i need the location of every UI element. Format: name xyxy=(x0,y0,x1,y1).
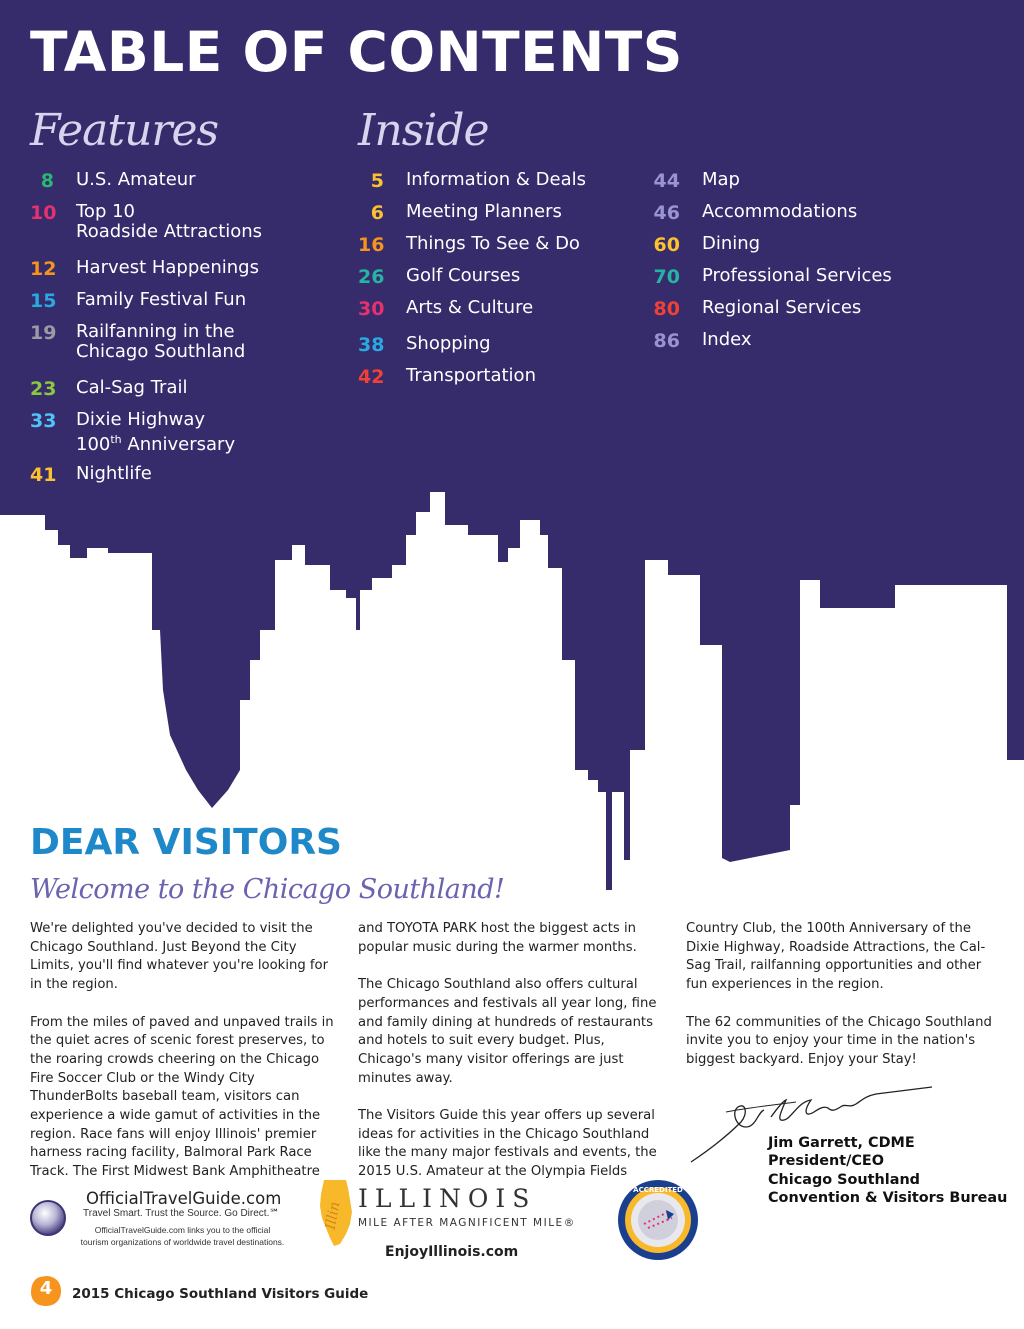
toc-entry-title xyxy=(76,410,235,455)
toc-page-number: 70 xyxy=(653,266,680,288)
toc-item xyxy=(358,234,658,256)
toc-entry-superscript: th xyxy=(110,433,122,446)
toc-entry-title: Things To See & Do xyxy=(406,233,580,254)
footer-title: 2015 Chicago Southland Visitors Guide xyxy=(72,1286,369,1302)
toc-item xyxy=(30,258,330,280)
letter-paragraph: The 62 communities of the Chicago Southland invite you to enjoy your time in the nation's biggest backyard. Enjoy your Stay! xyxy=(686,1014,992,1067)
toc-item xyxy=(652,234,952,256)
letter-paragraph: We're delighted you've decided to visit the Chicago Southland. Just Beyond the City Limits, you'll find whatever you're looking for in the region. xyxy=(30,921,329,993)
toc-entry-title: Professional Services xyxy=(702,265,892,286)
toc-entry-title: Dining xyxy=(702,233,761,254)
letter-paragraph: The Visitors Guide this year offers up several ideas for activities in the Chicago Southland like the many major festivals and events, the 2015 U.S. Amateur at the Olympia Fields xyxy=(358,1108,657,1180)
toc-page-number: 10 xyxy=(30,202,57,224)
illinois-wordmark: ILLINOIS xyxy=(358,1184,537,1213)
toc-item xyxy=(30,170,330,192)
otg-logo-title: OfficialTravelGuide.com xyxy=(86,1189,282,1208)
toc-entry-title: Regional Services xyxy=(702,297,862,318)
toc-item xyxy=(652,298,952,320)
toc-entry-title: Harvest Happenings xyxy=(76,257,259,278)
signer-title: President/CEO xyxy=(768,1153,884,1170)
otg-tagline: Travel Smart. Trust the Source. Go Direct.℠ xyxy=(83,1208,280,1219)
toc-entry-title: Transportation xyxy=(406,365,536,386)
toc-entry-title: Cal-Sag Trail xyxy=(76,377,188,398)
toc-page-number: 16 xyxy=(358,234,385,256)
toc-item xyxy=(30,378,330,400)
accredited-label: ACCREDITED xyxy=(633,1186,683,1194)
toc-entry-title: Golf Courses xyxy=(406,265,521,286)
toc-page-number: 86 xyxy=(653,330,680,352)
features-heading: Features xyxy=(30,105,219,156)
toc-item xyxy=(30,464,330,486)
toc-entry-title: Accommodations xyxy=(702,201,858,222)
toc-page-number: 8 xyxy=(40,170,54,192)
toc-entry-title: Family Festival Fun xyxy=(76,289,247,310)
toc-entry-title: Nightlife xyxy=(76,463,152,484)
letter-paragraph: and TOYOTA PARK host the biggest acts in popular music during the warmer months. xyxy=(358,921,637,955)
toc-page-number: 26 xyxy=(358,266,385,288)
letter-paragraph: From the miles of paved and unpaved trails in the quiet acres of scenic forest preserves, to the roaring crowds cheering on the Chicago Fire Soccer Club or the Windy City ThunderBolts baseball team, visitors can experience a wide gamut of activities in the region. Race fans will enjoy Illinois' premier harness racing facility, Balmoral Park Race Track. The First Midwest Bank Amphitheatre xyxy=(30,1014,334,1180)
toc-item xyxy=(358,334,658,356)
signer-org-2: Convention & Visitors Bureau xyxy=(768,1190,1008,1207)
toc-item xyxy=(652,170,952,192)
toc-item xyxy=(652,266,952,288)
toc-page-number: 41 xyxy=(30,464,57,486)
toc-page-number: 5 xyxy=(370,170,384,192)
toc-item xyxy=(358,170,658,192)
toc-item xyxy=(358,366,658,388)
toc-item xyxy=(30,202,330,242)
toc-item xyxy=(358,202,658,224)
signer-name: Jim Garrett, CDME xyxy=(768,1135,915,1151)
toc-page-number: 44 xyxy=(653,170,680,192)
toc-entry-title: Map xyxy=(702,169,740,190)
toc-page-number: 15 xyxy=(30,290,57,312)
toc-page-number: 33 xyxy=(30,410,57,432)
toc-entry-title: Arts & Culture xyxy=(406,297,534,318)
inside-heading: Inside xyxy=(358,105,489,156)
toc-item xyxy=(358,298,658,320)
signer-org: Chicago Southland xyxy=(768,1171,920,1188)
welcome-subheading: Welcome to the Chicago Southland! xyxy=(30,874,505,905)
toc-entry-line: Dixie Highway xyxy=(76,409,206,430)
toc-entry-title: U.S. Amateur xyxy=(76,169,196,190)
illinois-slogan: MILE AFTER MAGNIFICENT MILE® xyxy=(358,1217,576,1229)
toc-item xyxy=(358,266,658,288)
toc-entry-title: Railfanning in the Chicago Southland xyxy=(76,321,246,362)
toc-entry-title: Meeting Planners xyxy=(406,201,562,222)
letter-column-2 xyxy=(358,920,668,1201)
toc-item xyxy=(30,290,330,312)
toc-item xyxy=(652,330,952,352)
toc-page-number: 60 xyxy=(653,234,680,256)
toc-entry-line: 100 xyxy=(76,434,111,455)
toc-page-number: 12 xyxy=(30,258,57,280)
toc-page-number: 23 xyxy=(30,378,57,400)
otg-description: OfficialTravelGuide.com links you to the official tourism organizations of worldwide travel destinations. xyxy=(80,1225,285,1247)
letter-paragraph: The Chicago Southland also offers cultural performances and festivals all year long, fine and family dining at hundreds of restaurants and hotels to suit every budget. Plus, Chicago's many visitor offerings are just minutes away. xyxy=(358,977,657,1086)
toc-page-number: 42 xyxy=(358,366,385,388)
illinois-url: EnjoyIllinois.com xyxy=(385,1244,519,1260)
page-number: 4 xyxy=(39,1278,53,1299)
toc-item xyxy=(30,410,330,455)
signature-block xyxy=(768,1134,1007,1208)
toc-page-number: 80 xyxy=(653,298,680,320)
toc-item xyxy=(652,202,952,224)
page-title: TABLE OF CONTENTS xyxy=(30,20,683,84)
letter-column-3 xyxy=(686,920,996,1088)
toc-entry-line: Anniversary xyxy=(121,434,236,455)
dear-visitors-heading: DEAR VISITORS xyxy=(30,822,342,863)
toc-entry-title: Information & Deals xyxy=(406,169,587,190)
letter-paragraph: Country Club, the 100th Anniversary of the Dixie Highway, Roadside Attractions, the Cal-Sag Trail, railfanning opportunities and other fun experiences in the region. xyxy=(686,921,986,993)
toc-page-number: 38 xyxy=(358,334,385,356)
svg-text:Illin: Illin xyxy=(322,1200,344,1231)
toc-entry-title: Index xyxy=(702,329,752,350)
toc-item xyxy=(30,322,330,362)
toc-page-number: 46 xyxy=(653,202,680,224)
globe-icon xyxy=(30,1200,66,1236)
toc-page-number: 19 xyxy=(30,322,57,344)
letter-column-1 xyxy=(30,920,340,1201)
toc-entry-title: Shopping xyxy=(406,333,491,354)
toc-page-number: 6 xyxy=(370,202,384,224)
toc-page-number: 30 xyxy=(358,298,385,320)
toc-entry-title: Top 10 Roadside Attractions xyxy=(76,201,263,242)
